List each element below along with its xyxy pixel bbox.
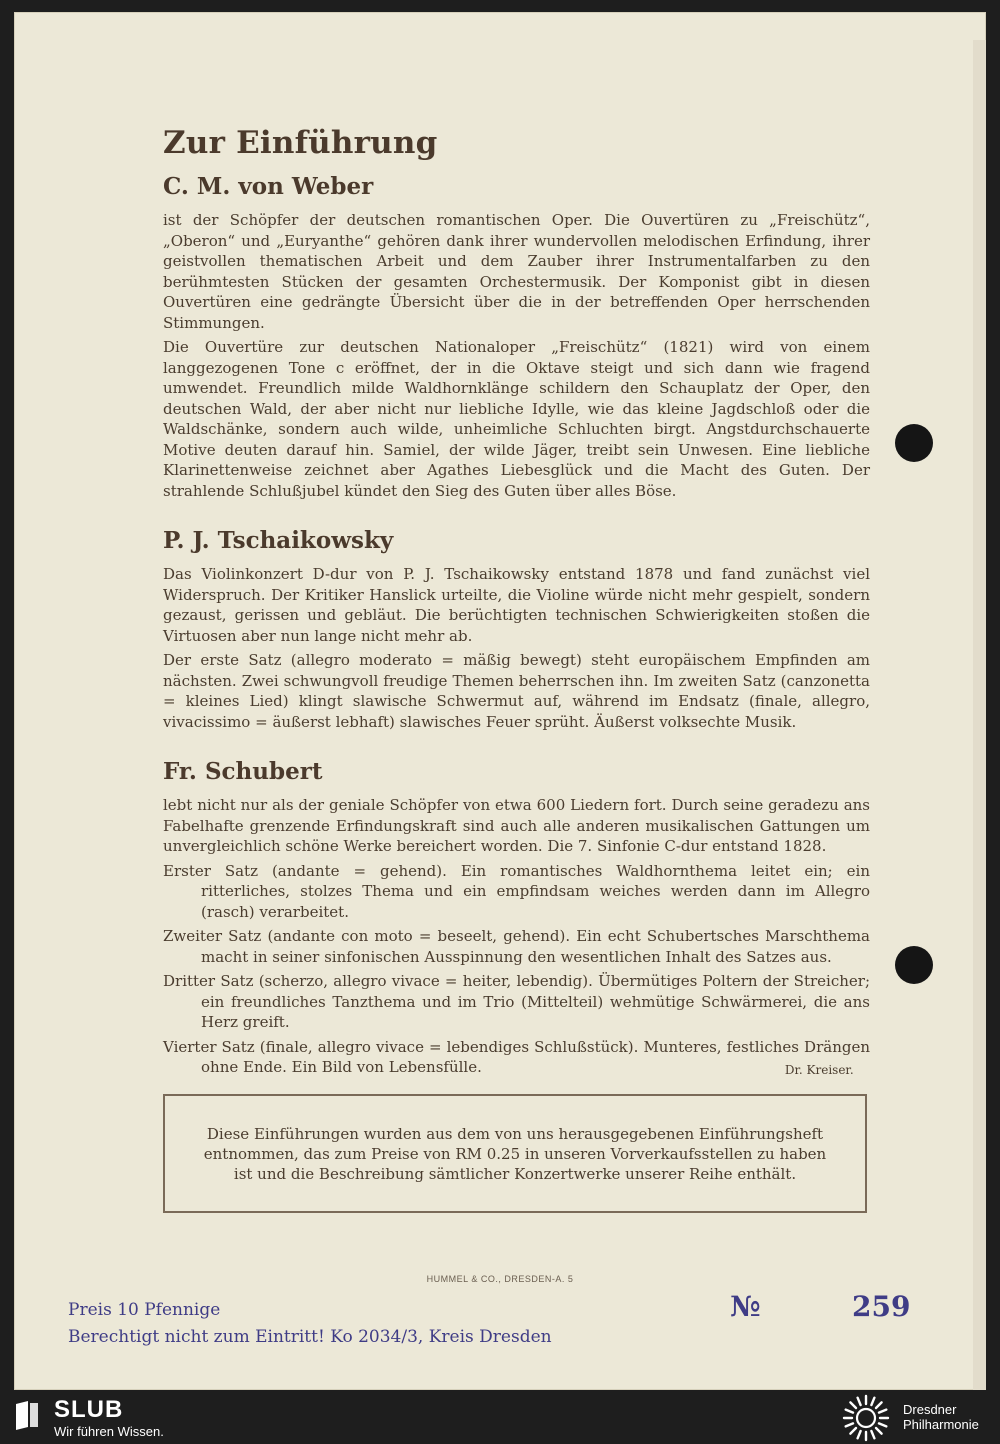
paragraph: Die Ouvertüre zur deutschen Nationaloper „Freischütz“ (1821) wird von einem langgezogenen Tone c eröffnet, der in die Oktave steigt und sich dann wie fragend umwendet. Freundlich milde Waldhornklänge schildern den Schauplatz der Oper, den deutschen Wald, der aber nicht nur liebliche Idylle, wie das kleine Jagdschloß oder die Waldschänke, sondern auch wilde, unheimliche Schluchten birgt. Angstdurchschauerte Motive deuten darauf hin. Samiel, der wilde Jäger, treibt sein Unwesen. Eine liebliche Klarinettenweise zeichnet aber Agathes Liebesglück und die Macht des Guten. Der strahlende Schlußjubel kündet den Sieg des Guten über alles Böse. xyxy=(163,338,870,500)
paragraph: Das Violinkonzert D-dur von P. J. Tschaikowsky entstand 1878 und fand zunächst viel Widerspruch. Der Kritiker Hanslick urteilte, die Violine würde nicht mehr gespielt, sondern gezaust, gerissen und gebläut. Die berüchtigten technischen Schwierigkeiten stoßen die Virtuosen aber nun lange nicht mehr ab. xyxy=(163,565,870,645)
philharmonie-name-line2: Philharmonie xyxy=(903,1417,979,1432)
paragraph xyxy=(163,1037,870,1078)
philharmonie-name-line1: Dresdner xyxy=(903,1402,957,1417)
punch-hole-lower xyxy=(895,946,933,984)
paper-edge xyxy=(973,40,986,1390)
paragraph: Dritter Satz (scherzo, allegro vivace = heiter, lebendig). Übermütiges Poltern der Streicher; ein freundliches Tanzthema und im Trio (Mittelteil) wehmütige Schwärmerei, die ans Herz greift. xyxy=(163,972,870,1031)
note-box xyxy=(163,1094,867,1213)
document-title: Zur Einführung xyxy=(163,125,438,161)
number-sign: № xyxy=(730,1290,761,1323)
paragraph: lebt nicht nur als der geniale Schöpfer von etwa 600 Liedern fort. Durch seine geradezu ans Fabelhafte grenzende Erfindungskraft sind auch alle anderen musikalischen Gattungen um unvergleichlich schöne Werke bereichert worden. Die 7. Sinfonie C-dur entstand 1828. xyxy=(163,796,870,855)
note-text: Diese Einführungen wurden aus dem von uns herausgegebenen Einführungsheft entnommen, das zum Preise von RM 0.25 in unseren Vorverkaufsstellen zu haben ist und die Beschreibung sämtlicher Konzertwerke unserer Reihe enthält. xyxy=(203,1124,827,1183)
punch-hole-upper xyxy=(895,424,933,462)
philharmonie-logo-icon xyxy=(842,1394,890,1442)
section-weber xyxy=(163,173,870,501)
slub-name: SLUB xyxy=(54,1396,124,1423)
slub-logo-icon xyxy=(14,1400,40,1430)
paragraph: Zweiter Satz (andante con moto = beseelt, gehend). Ein echt Schubertsches Marschthema macht in seiner sinfonischen Ausspinnung den wesentlichen Inhalt des Satzes aus. xyxy=(163,927,870,966)
ticket-number: 259 xyxy=(852,1290,911,1323)
paragraph-text: Vierter Satz (finale, allegro vivace = lebendiges Schlußstück). Munteres, festliches Drängen ohne Ende. Ein Bild von Lebensfülle. xyxy=(163,1037,870,1076)
stamp-entry-note: Berechtigt nicht zum Eintritt! Ko 2034/3, Kreis Dresden xyxy=(68,1327,552,1347)
section-heading: P. J. Tschaikowsky xyxy=(163,527,394,554)
section-tschaikowsky xyxy=(163,527,870,732)
section-schubert xyxy=(163,758,870,1078)
stamp-price: Preis 10 Pfennige xyxy=(68,1300,221,1320)
slub-tagline: Wir führen Wissen. xyxy=(54,1424,164,1439)
paragraph: Erster Satz (andante = gehend). Ein romantisches Waldhornthema leitet ein; ein ritterliches, stolzes Thema und ein empfindsam weiches werden dann im Allegro (rasch) verarbeitet. xyxy=(163,861,870,921)
footer-bar xyxy=(0,1392,1000,1444)
document-body xyxy=(163,125,870,1096)
signature: Dr. Kreiser. xyxy=(784,1063,854,1077)
paragraph: Der erste Satz (allegro moderato = mäßig bewegt) steht europäischem Empfinden am nächsten. Zwei schwungvoll freudige Themen beherrschen ihn. Im zweiten Satz (canzonetta = kleines Lied) klingt slawische Schwermut auf, während im Endsatz (finale, allegro, vivacissimo = äußerst lebhaft) slawisches Feuer sprüht. Äußerst volksechte Musik. xyxy=(163,651,870,731)
section-heading: C. M. von Weber xyxy=(163,173,374,200)
printer-imprint: HUMMEL & CO., DRESDEN-A. 5 xyxy=(426,1274,574,1284)
philharmonie-name xyxy=(903,1402,979,1432)
paragraph: ist der Schöpfer der deutschen romantischen Oper. Die Ouvertüren zu „Freischütz“, „Oberon“ und „Euryanthe“ gehören dank ihrer wundervollen melodischen Erfindung, ihrer geistvollen thematischen Arbeit und dem Zauber ihrer Instrumentalfarben zu den berühmtesten Stücken der gesamten Orchestermusik. Der Komponist gibt in diesen Ouvertüren eine gedrängte Übersicht über die in der betreffenden Oper herrschenden Stimmungen. xyxy=(163,211,870,332)
section-heading: Fr. Schubert xyxy=(163,758,323,785)
